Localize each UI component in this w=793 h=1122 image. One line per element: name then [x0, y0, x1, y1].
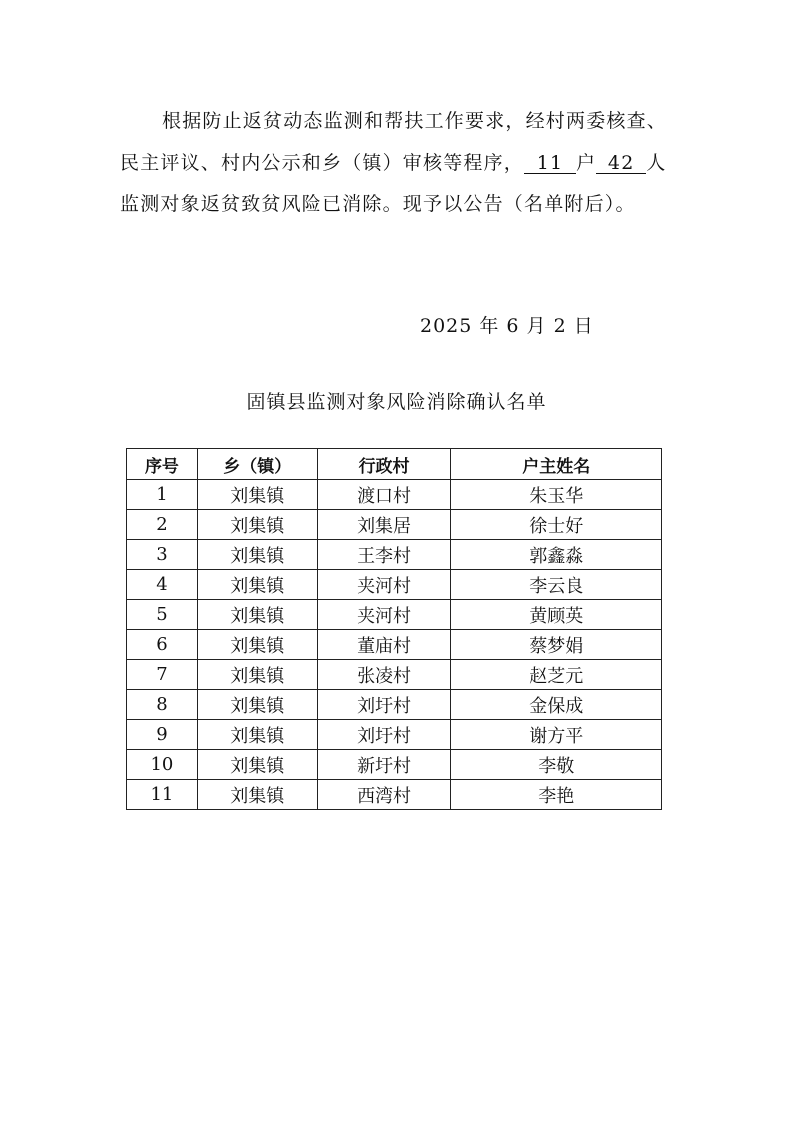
cell-household-head: 谢方平: [451, 720, 662, 750]
cell-town: 刘集镇: [197, 750, 317, 780]
cell-town: 刘集镇: [197, 540, 317, 570]
cell-town: 刘集镇: [197, 630, 317, 660]
cell-town: 刘集镇: [197, 600, 317, 630]
table-row: [127, 570, 662, 600]
cell-index: 6: [127, 630, 198, 660]
notice-line-3: 监测对象返贫致贫风险已消除。现予以公告（名单附后）。: [120, 193, 636, 215]
household-unit: 户: [576, 152, 597, 174]
person-unit: 人: [646, 152, 667, 174]
notice-line-2-prefix: 民主评议、村内公示和乡（镇）审核等程序，: [120, 152, 525, 174]
table-row: [127, 750, 662, 780]
table-row: [127, 600, 662, 630]
cell-town: 刘集镇: [197, 480, 317, 510]
cell-village: 夹河村: [317, 600, 451, 630]
cell-household-head: 李艳: [451, 780, 662, 810]
table-row: [127, 690, 662, 720]
cell-town: 刘集镇: [197, 720, 317, 750]
cell-index: 10: [127, 750, 198, 780]
cell-household-head: 徐士好: [451, 510, 662, 540]
table-row: [127, 510, 662, 540]
cell-village: 西湾村: [317, 780, 451, 810]
header-household-head: 户主姓名: [451, 449, 662, 480]
header-index: 序号: [127, 449, 198, 480]
table-row: [127, 780, 662, 810]
header-town: 乡（镇）: [197, 449, 317, 480]
person-count: 42: [596, 153, 646, 174]
cell-household-head: 蔡梦娟: [451, 630, 662, 660]
cell-town: 刘集镇: [197, 780, 317, 810]
cell-town: 刘集镇: [197, 690, 317, 720]
cell-household-head: 黄顾英: [451, 600, 662, 630]
cell-village: 刘集居: [317, 510, 451, 540]
notice-date: 2025 年 6 月 2 日: [420, 315, 594, 337]
cell-index: 11: [127, 780, 198, 810]
table-row: [127, 630, 662, 660]
household-count: 11: [524, 153, 576, 174]
cell-village: 夹河村: [317, 570, 451, 600]
header-village: 行政村: [317, 449, 451, 480]
cell-index: 5: [127, 600, 198, 630]
confirmation-table: [126, 448, 662, 810]
notice-line-2: [120, 148, 666, 175]
table-row: [127, 720, 662, 750]
notice-line-1: 根据防止返贫动态监测和帮扶工作要求，经村两委核查、: [162, 110, 668, 132]
cell-household-head: 朱玉华: [451, 480, 662, 510]
cell-town: 刘集镇: [197, 570, 317, 600]
cell-household-head: 李敬: [451, 750, 662, 780]
table-row: [127, 480, 662, 510]
cell-village: 渡口村: [317, 480, 451, 510]
cell-index: 1: [127, 480, 198, 510]
list-title: 固镇县监测对象风险消除确认名单: [246, 391, 547, 413]
cell-index: 4: [127, 570, 198, 600]
cell-household-head: 李云良: [451, 570, 662, 600]
cell-household-head: 金保成: [451, 690, 662, 720]
table-header-row: [127, 449, 662, 480]
cell-village: 张凌村: [317, 660, 451, 690]
cell-index: 8: [127, 690, 198, 720]
cell-village: 董庙村: [317, 630, 451, 660]
cell-index: 9: [127, 720, 198, 750]
cell-village: 刘圩村: [317, 690, 451, 720]
cell-household-head: 赵芝元: [451, 660, 662, 690]
cell-town: 刘集镇: [197, 510, 317, 540]
table-row: [127, 660, 662, 690]
cell-town: 刘集镇: [197, 660, 317, 690]
cell-village: 刘圩村: [317, 720, 451, 750]
cell-household-head: 郭鑫淼: [451, 540, 662, 570]
table-row: [127, 540, 662, 570]
cell-index: 3: [127, 540, 198, 570]
cell-village: 王李村: [317, 540, 451, 570]
cell-village: 新圩村: [317, 750, 451, 780]
cell-index: 7: [127, 660, 198, 690]
cell-index: 2: [127, 510, 198, 540]
